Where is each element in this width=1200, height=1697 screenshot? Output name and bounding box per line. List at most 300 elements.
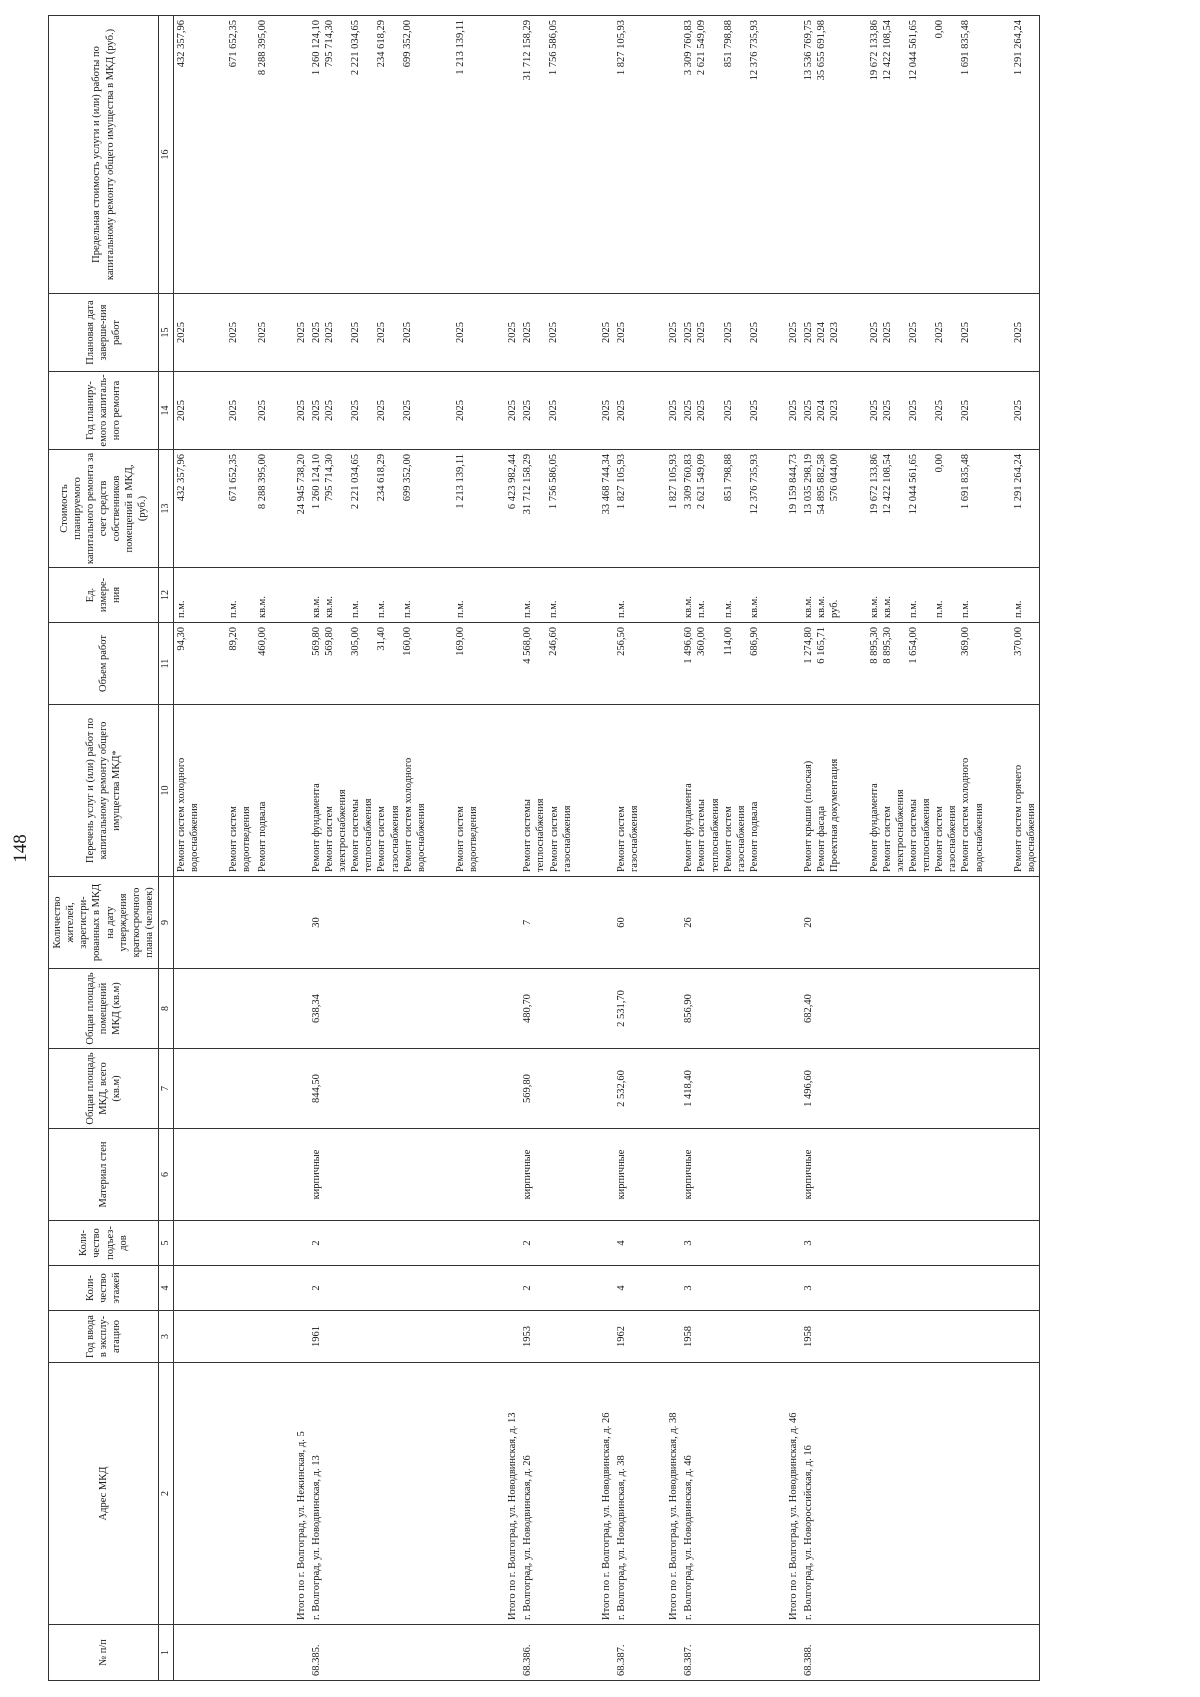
column-header: Материал стен <box>49 1129 159 1221</box>
cell-line <box>920 376 933 445</box>
table-cell <box>666 1221 681 1266</box>
table-cell <box>174 294 203 372</box>
table-cell: Итого по г. Волгоград, ул. Новодвинская, д. 13 <box>505 1363 520 1625</box>
table-cell <box>786 1266 801 1311</box>
table-cell <box>575 1311 599 1363</box>
table-cell <box>614 16 642 294</box>
cell-line: 2025 <box>722 400 734 421</box>
table-cell: 60 <box>614 877 642 969</box>
cell-line: 19 672 133,86 <box>868 454 880 515</box>
cell-line: п.м. <box>228 600 240 618</box>
cell-line: Ремонт фундамента <box>683 783 695 872</box>
table-cell <box>666 705 681 877</box>
table-cell <box>642 1625 666 1681</box>
table-cell <box>867 16 987 294</box>
house-row <box>681 16 762 1681</box>
cell-line: 1 260 124,10 <box>310 20 322 76</box>
cell-line <box>534 298 547 367</box>
cell-line: 2025 <box>350 400 361 421</box>
table-cell <box>801 294 842 372</box>
cell-line: 1 756 586,05 <box>548 454 560 510</box>
table-cell <box>1011 16 1040 294</box>
table-cell <box>270 623 294 705</box>
table-cell <box>681 294 762 372</box>
table-cell <box>202 1363 226 1625</box>
table-cell <box>642 568 666 623</box>
table-cell <box>202 1221 226 1266</box>
cell-line: кв.м. <box>881 596 893 618</box>
table-cell: 19 159 844,73 <box>786 450 801 568</box>
table-cell <box>309 568 429 623</box>
table-cell <box>294 1221 309 1266</box>
table-cell <box>599 623 614 705</box>
cell-line: 0,00 <box>933 454 945 473</box>
table-cell <box>270 450 294 568</box>
cell-line: 2 621 549,09 <box>696 454 708 510</box>
cell-line: 2025 <box>454 322 466 343</box>
cell-line: теплоснабжения <box>921 798 932 872</box>
table-row <box>642 16 666 1681</box>
cell-line: 2025 <box>1012 400 1024 421</box>
table-cell <box>270 1221 294 1266</box>
cell-line <box>336 627 349 700</box>
cell-line: кв.м. <box>310 596 322 618</box>
cell-line <box>534 20 547 289</box>
house-row <box>801 16 842 1681</box>
table-cell: кирпичные <box>681 1129 762 1221</box>
table-cell <box>481 623 505 705</box>
table-cell: 33 468 744,34 <box>599 450 614 568</box>
table-body <box>174 16 1040 1681</box>
cell-line: 256,50 <box>615 627 627 656</box>
table-cell: 2025 <box>599 372 614 450</box>
column-header: Стоимость планируемого капитального ремонта за счет средств собственников помещений в МКД, (руб.) <box>49 450 159 568</box>
cell-line: 1 691 835,48 <box>960 20 971 76</box>
table-cell <box>429 877 453 969</box>
table-cell: 1958 <box>681 1311 762 1363</box>
cell-line: 699 352,00 <box>402 20 414 68</box>
cell-line: теплоснабжения <box>709 798 721 872</box>
cell-line: 432 357,96 <box>176 20 187 68</box>
table-cell <box>575 568 599 623</box>
table-cell <box>801 623 842 705</box>
table-cell <box>255 1363 270 1625</box>
table-cell <box>255 568 270 623</box>
table-cell <box>642 1049 666 1129</box>
table-cell <box>666 1266 681 1311</box>
table-cell: 26 <box>681 877 762 969</box>
table-cell <box>575 1129 599 1221</box>
cell-line: 699 352,00 <box>402 454 414 502</box>
table-cell <box>575 16 599 294</box>
table-cell <box>226 372 254 450</box>
table-cell <box>255 16 270 294</box>
column-number: 8 <box>159 969 174 1049</box>
table-cell <box>867 1363 987 1625</box>
cell-line <box>946 454 959 563</box>
table-cell <box>801 372 842 450</box>
cell-line: 576 044,00 <box>829 454 841 502</box>
table-cell: 2025 <box>505 294 520 372</box>
cell-line: Ремонт систем <box>722 806 734 872</box>
table-cell <box>226 623 254 705</box>
table-cell: 569,80 <box>520 1049 575 1129</box>
cell-line: электроснабжения <box>337 789 348 872</box>
table-cell: 2025 <box>294 294 309 372</box>
table-cell <box>174 877 203 969</box>
table-cell <box>294 705 309 877</box>
table-cell <box>453 1363 481 1625</box>
cell-line: 94,30 <box>176 627 187 651</box>
table-cell <box>987 623 1011 705</box>
cell-line: водоснабжения <box>973 803 985 872</box>
cell-line: 1 274,80 <box>803 627 815 664</box>
table-cell <box>453 1221 481 1266</box>
cell-line <box>735 572 748 618</box>
table-cell <box>681 705 762 877</box>
column-header: Общая площадь помещений МКД (кв.м) <box>49 969 159 1049</box>
table-cell <box>505 1311 520 1363</box>
table-cell <box>642 1266 666 1311</box>
cell-line: 0,00 <box>933 20 945 39</box>
table-cell <box>762 969 786 1049</box>
table-cell: г. Волгоград, ул. Новодвинская, д. 38 <box>614 1363 642 1625</box>
table-cell <box>481 1625 505 1681</box>
cell-line: 2 221 034,65 <box>350 454 361 510</box>
cell-line <box>735 298 748 367</box>
page-number: 148 <box>10 834 31 863</box>
cell-line: 795 714,30 <box>323 454 335 502</box>
cell-line: 305,00 <box>350 627 361 656</box>
cell-line: 2025 <box>176 322 187 343</box>
table-cell <box>174 1266 203 1311</box>
cell-line: 360,00 <box>696 627 708 656</box>
table-cell <box>642 623 666 705</box>
table-cell <box>270 1363 294 1625</box>
cell-line <box>894 454 907 563</box>
table-cell <box>1011 1311 1040 1363</box>
cell-line: 2025 <box>402 322 414 343</box>
cell-line <box>362 454 375 563</box>
table-cell: 3 <box>801 1221 842 1266</box>
table-cell <box>174 1625 203 1681</box>
cell-line: 2025 <box>548 400 560 421</box>
table-cell <box>429 1049 453 1129</box>
table-cell <box>453 1129 481 1221</box>
cell-line: 2025 <box>256 322 268 343</box>
table-cell <box>867 1221 987 1266</box>
table-cell <box>226 1625 254 1681</box>
cell-line: 2025 <box>454 400 466 421</box>
cell-line: Ремонт фундамента <box>310 783 322 872</box>
cell-line: газоснабжения <box>947 805 959 872</box>
table-cell <box>453 372 481 450</box>
table-row <box>202 16 226 1681</box>
table-cell <box>226 969 254 1049</box>
cell-line <box>920 20 933 289</box>
table-cell <box>1011 1363 1040 1625</box>
table-cell <box>481 705 505 877</box>
column-header: Адрес МКД <box>49 1363 159 1625</box>
table-cell: 24 945 738,20 <box>294 450 309 568</box>
column-header: Коли-чество подъез-дов <box>49 1221 159 1266</box>
column-number: 7 <box>159 1049 174 1129</box>
cell-line <box>972 627 985 700</box>
table-cell: г. Волгоград, ул. Новороссийская, д. 16 <box>801 1363 842 1625</box>
table-cell <box>505 568 520 623</box>
cell-line <box>336 20 349 289</box>
table-cell <box>867 877 987 969</box>
table-cell <box>255 877 270 969</box>
table-cell <box>666 1049 681 1129</box>
column-header: Год планиру-емого капиталь-ного ремонта <box>49 372 159 450</box>
table-cell: 2025 <box>505 372 520 450</box>
table-cell <box>429 1363 453 1625</box>
table-cell <box>520 705 575 877</box>
cell-line: Ремонт системы <box>907 799 919 872</box>
cell-line <box>362 376 375 445</box>
table-cell <box>270 877 294 969</box>
table-cell <box>786 623 801 705</box>
table-cell <box>786 705 801 877</box>
cell-line: водоснабжения <box>415 803 427 872</box>
table-cell <box>481 877 505 969</box>
table-cell <box>453 450 481 568</box>
cell-line: 160,00 <box>402 627 414 656</box>
cell-line: 2 621 549,09 <box>696 20 708 76</box>
table-cell <box>681 450 762 568</box>
cell-line <box>362 627 375 700</box>
cell-line: 12 376 735,93 <box>748 20 760 81</box>
table-cell <box>762 568 786 623</box>
cell-line: 2025 <box>868 322 880 343</box>
cell-line: 370,00 <box>1012 627 1024 656</box>
total-row <box>786 16 801 1681</box>
table-cell <box>505 969 520 1049</box>
cell-line: п.м. <box>402 600 414 618</box>
cell-line: водоотведения <box>241 806 253 872</box>
cell-line <box>894 298 907 367</box>
table-cell <box>481 1311 505 1363</box>
table-cell <box>505 1221 520 1266</box>
table-cell <box>453 623 481 705</box>
cell-line <box>336 298 349 367</box>
table-cell: Итого по г. Волгоград, ул. Нежинская, д. 5 <box>294 1363 309 1625</box>
table-cell <box>202 568 226 623</box>
cell-line: теплоснабжения <box>535 798 547 872</box>
table-cell <box>786 1625 801 1681</box>
table-cell <box>226 1221 254 1266</box>
cell-line <box>628 298 641 367</box>
cell-line <box>414 20 427 289</box>
cell-line: 169,00 <box>454 627 466 656</box>
table-cell <box>786 969 801 1049</box>
cell-line <box>946 572 959 618</box>
table-cell <box>505 623 520 705</box>
cell-line: кв.м. <box>803 596 815 618</box>
table-cell <box>642 969 666 1049</box>
table-cell <box>1011 568 1040 623</box>
cell-line <box>534 627 547 700</box>
cell-line: Ремонт фасада <box>816 805 828 872</box>
cell-line <box>735 20 748 289</box>
cell-line: Ремонт системы <box>350 799 362 872</box>
cell-line: п.м. <box>907 600 919 618</box>
table-cell <box>786 1129 801 1221</box>
table-cell <box>481 1129 505 1221</box>
cell-line <box>894 376 907 445</box>
table-cell <box>642 1221 666 1266</box>
cell-line <box>561 454 574 563</box>
cell-line: 2025 <box>1012 322 1024 343</box>
table-cell <box>1011 969 1040 1049</box>
table-cell <box>843 450 867 568</box>
cell-line: 2025 <box>350 322 361 343</box>
table-cell <box>453 294 481 372</box>
cell-line: п.м. <box>548 600 560 618</box>
cell-line <box>946 376 959 445</box>
cell-line <box>388 627 401 700</box>
cell-line <box>709 572 722 618</box>
table-cell: 68.388. <box>801 1625 842 1681</box>
table-cell <box>429 969 453 1049</box>
column-number: 9 <box>159 877 174 969</box>
cell-line: 3 309 760,83 <box>683 20 695 76</box>
cell-line: 795 714,30 <box>323 20 335 68</box>
table-cell <box>270 705 294 877</box>
table-cell: 856,90 <box>681 969 762 1049</box>
cell-line: кв.м. <box>256 596 268 618</box>
table-cell <box>520 623 575 705</box>
table-cell <box>270 1129 294 1221</box>
table-cell <box>1011 623 1040 705</box>
table-cell <box>481 969 505 1049</box>
table-cell <box>843 294 867 372</box>
table-cell <box>202 705 226 877</box>
table-cell <box>429 1221 453 1266</box>
table-cell <box>202 1311 226 1363</box>
table-cell <box>226 1311 254 1363</box>
cell-line: теплоснабжения <box>363 798 375 872</box>
table-cell <box>762 372 786 450</box>
table-cell <box>801 16 842 294</box>
table-cell <box>843 1266 867 1311</box>
cell-line: Ремонт подвала <box>748 801 760 872</box>
cell-line: 2025 <box>548 322 560 343</box>
table-cell <box>681 372 762 450</box>
cell-line: Ремонт системы <box>696 799 708 872</box>
table-cell <box>453 969 481 1049</box>
table-cell <box>255 1049 270 1129</box>
table-cell <box>226 1363 254 1625</box>
cell-line: Ремонт систем холодного <box>176 757 187 872</box>
cell-line: 1 260 124,10 <box>310 454 322 510</box>
column-number: 4 <box>159 1266 174 1311</box>
table-cell <box>762 1221 786 1266</box>
cell-line <box>920 454 933 563</box>
table-cell <box>614 705 642 877</box>
table-cell <box>429 1311 453 1363</box>
table-cell <box>666 1625 681 1681</box>
table-cell <box>270 1049 294 1129</box>
cell-line: Ремонт крыши (плоская) <box>803 760 815 872</box>
table-cell <box>987 877 1011 969</box>
cell-line <box>828 627 841 700</box>
cell-line: 8 895,30 <box>868 627 880 664</box>
cell-line: 1 654,00 <box>907 627 919 664</box>
table-cell <box>1011 1266 1040 1311</box>
table-cell <box>867 705 987 877</box>
table-cell <box>174 1363 203 1625</box>
table-cell <box>453 1625 481 1681</box>
cell-line: 1 827 105,93 <box>615 454 627 510</box>
table-cell: г. Волгоград, ул. Новодвинская, д. 13 <box>309 1363 429 1625</box>
table-cell <box>599 969 614 1049</box>
cell-line <box>894 20 907 289</box>
table-cell <box>599 705 614 877</box>
table-cell: 3 <box>681 1221 762 1266</box>
cell-line: 234 618,29 <box>376 454 388 502</box>
table-cell <box>429 1129 453 1221</box>
table-cell <box>505 1625 520 1681</box>
cell-line <box>894 572 907 618</box>
table-cell <box>1011 372 1040 450</box>
table-cell <box>987 1266 1011 1311</box>
cell-line: водоснабжения <box>1025 803 1037 872</box>
table-cell: Итого по г. Волгоград, ул. Новодвинская, д. 26 <box>599 1363 614 1625</box>
table-cell <box>843 1129 867 1221</box>
cell-line: Ремонт фундамента <box>868 783 880 872</box>
table-cell <box>575 969 599 1049</box>
table-cell <box>867 1625 987 1681</box>
cell-line: 2025 <box>881 400 893 421</box>
table-cell <box>575 294 599 372</box>
cell-line: п.м. <box>1012 600 1024 618</box>
table-cell <box>681 623 762 705</box>
cell-line <box>735 376 748 445</box>
cell-line: 671 652,35 <box>228 20 240 68</box>
table-cell <box>255 1266 270 1311</box>
column-number: 6 <box>159 1129 174 1221</box>
table-cell: кирпичные <box>309 1129 429 1221</box>
table-cell <box>226 877 254 969</box>
cell-line: 234 618,29 <box>376 20 388 68</box>
table-cell <box>614 372 642 450</box>
cell-line <box>561 572 574 618</box>
table-cell: 1961 <box>309 1311 429 1363</box>
cell-line <box>709 627 722 700</box>
table-cell <box>867 1129 987 1221</box>
cell-line <box>388 572 401 618</box>
cell-line: 1 756 586,05 <box>548 20 560 76</box>
cell-line <box>362 20 375 289</box>
table-cell <box>666 568 681 623</box>
table-cell <box>843 16 867 294</box>
table-cell <box>429 372 453 450</box>
table-row <box>987 16 1011 1681</box>
table-cell <box>1011 1129 1040 1221</box>
cell-line <box>561 20 574 289</box>
table-cell <box>453 1266 481 1311</box>
table-cell <box>987 705 1011 877</box>
cell-line: 2025 <box>310 400 322 421</box>
table-cell <box>294 1049 309 1129</box>
cell-line: 2025 <box>907 400 919 421</box>
cell-line <box>709 20 722 289</box>
table-cell <box>575 1221 599 1266</box>
cell-line: 8 288 395,00 <box>256 20 268 76</box>
table-cell: 1 418,40 <box>681 1049 762 1129</box>
